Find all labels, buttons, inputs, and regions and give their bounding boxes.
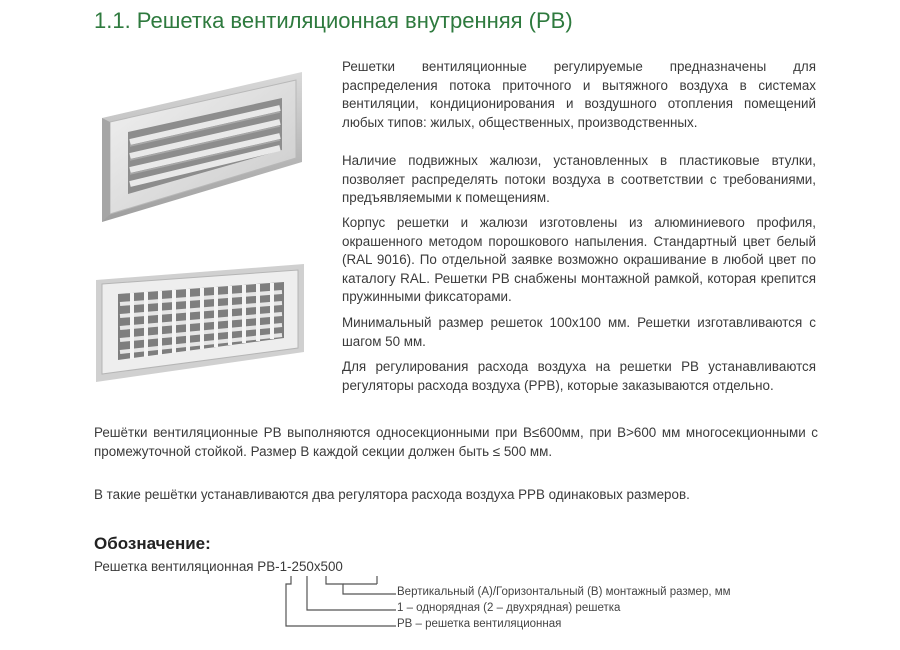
double-row-grille-image bbox=[94, 262, 308, 384]
single-row-grille-image bbox=[96, 66, 308, 224]
designation-callout-lines bbox=[280, 574, 400, 634]
designation-heading: Обозначение: bbox=[94, 534, 211, 553]
legend-rv-meaning: РВ – решетка вентиляционная bbox=[397, 618, 562, 630]
section-note: Решётки вентиляционные РВ выполняются односекционными при В≤600мм, при В>600 мм многосекционными с промежуточной стойкой. Размер В каждой секции должен быть ≤ 500 мм. bbox=[94, 425, 818, 459]
description-paragraph: Решетки вентиляционные регулируемые предназначены для распределения потока приточного и вытяжного воздуха в системах вентиляции, кондиционирования и воздушного отопления помещений любых типов: жилых, общественных, производственных. bbox=[342, 59, 816, 130]
louvers-paragraph: Наличие подвижных жалюзи, установленных в пластиковые втулки, позволяет распределять потоки воздуха в соответствии с требованиями, предъявляемыми к помещениям. bbox=[342, 153, 816, 206]
legend-row-count: 1 – однорядная (2 – двухрядная) решетка bbox=[397, 602, 621, 614]
size-paragraph: Минимальный размер решеток 100х100 мм. Решетки изготавливаются с шагом 50 мм. bbox=[342, 315, 816, 349]
regulator-paragraph: Для регулирования расхода воздуха на решетки РВ устанавливаются регуляторы расхода воздуха (РРВ), которые заказываются отдельно. bbox=[342, 359, 816, 393]
legend-mounting-size: Вертикальный (А)/Горизонтальный (В) монтажный размер, мм bbox=[397, 586, 731, 598]
designation-example: Решетка вентиляционная РВ-1-250х500 bbox=[94, 559, 343, 574]
page-title: 1.1. Решетка вентиляционная внутренняя (РВ) bbox=[94, 8, 573, 33]
regulators-note: В такие решётки устанавливаются два регулятора расхода воздуха РРВ одинаковых размеров. bbox=[94, 487, 690, 502]
material-paragraph: Корпус решетки и жалюзи изготовлены из алюминиевого профиля, окрашенного методом порошкового напыления. Стандартный цвет белый (RAL 9016). По отдельной заявке возможно окрашивание в любой цвет по каталогу RAL. Решетки РВ снабжены монтажной рамкой, которая крепится пружинными фиксаторами. bbox=[342, 215, 816, 305]
